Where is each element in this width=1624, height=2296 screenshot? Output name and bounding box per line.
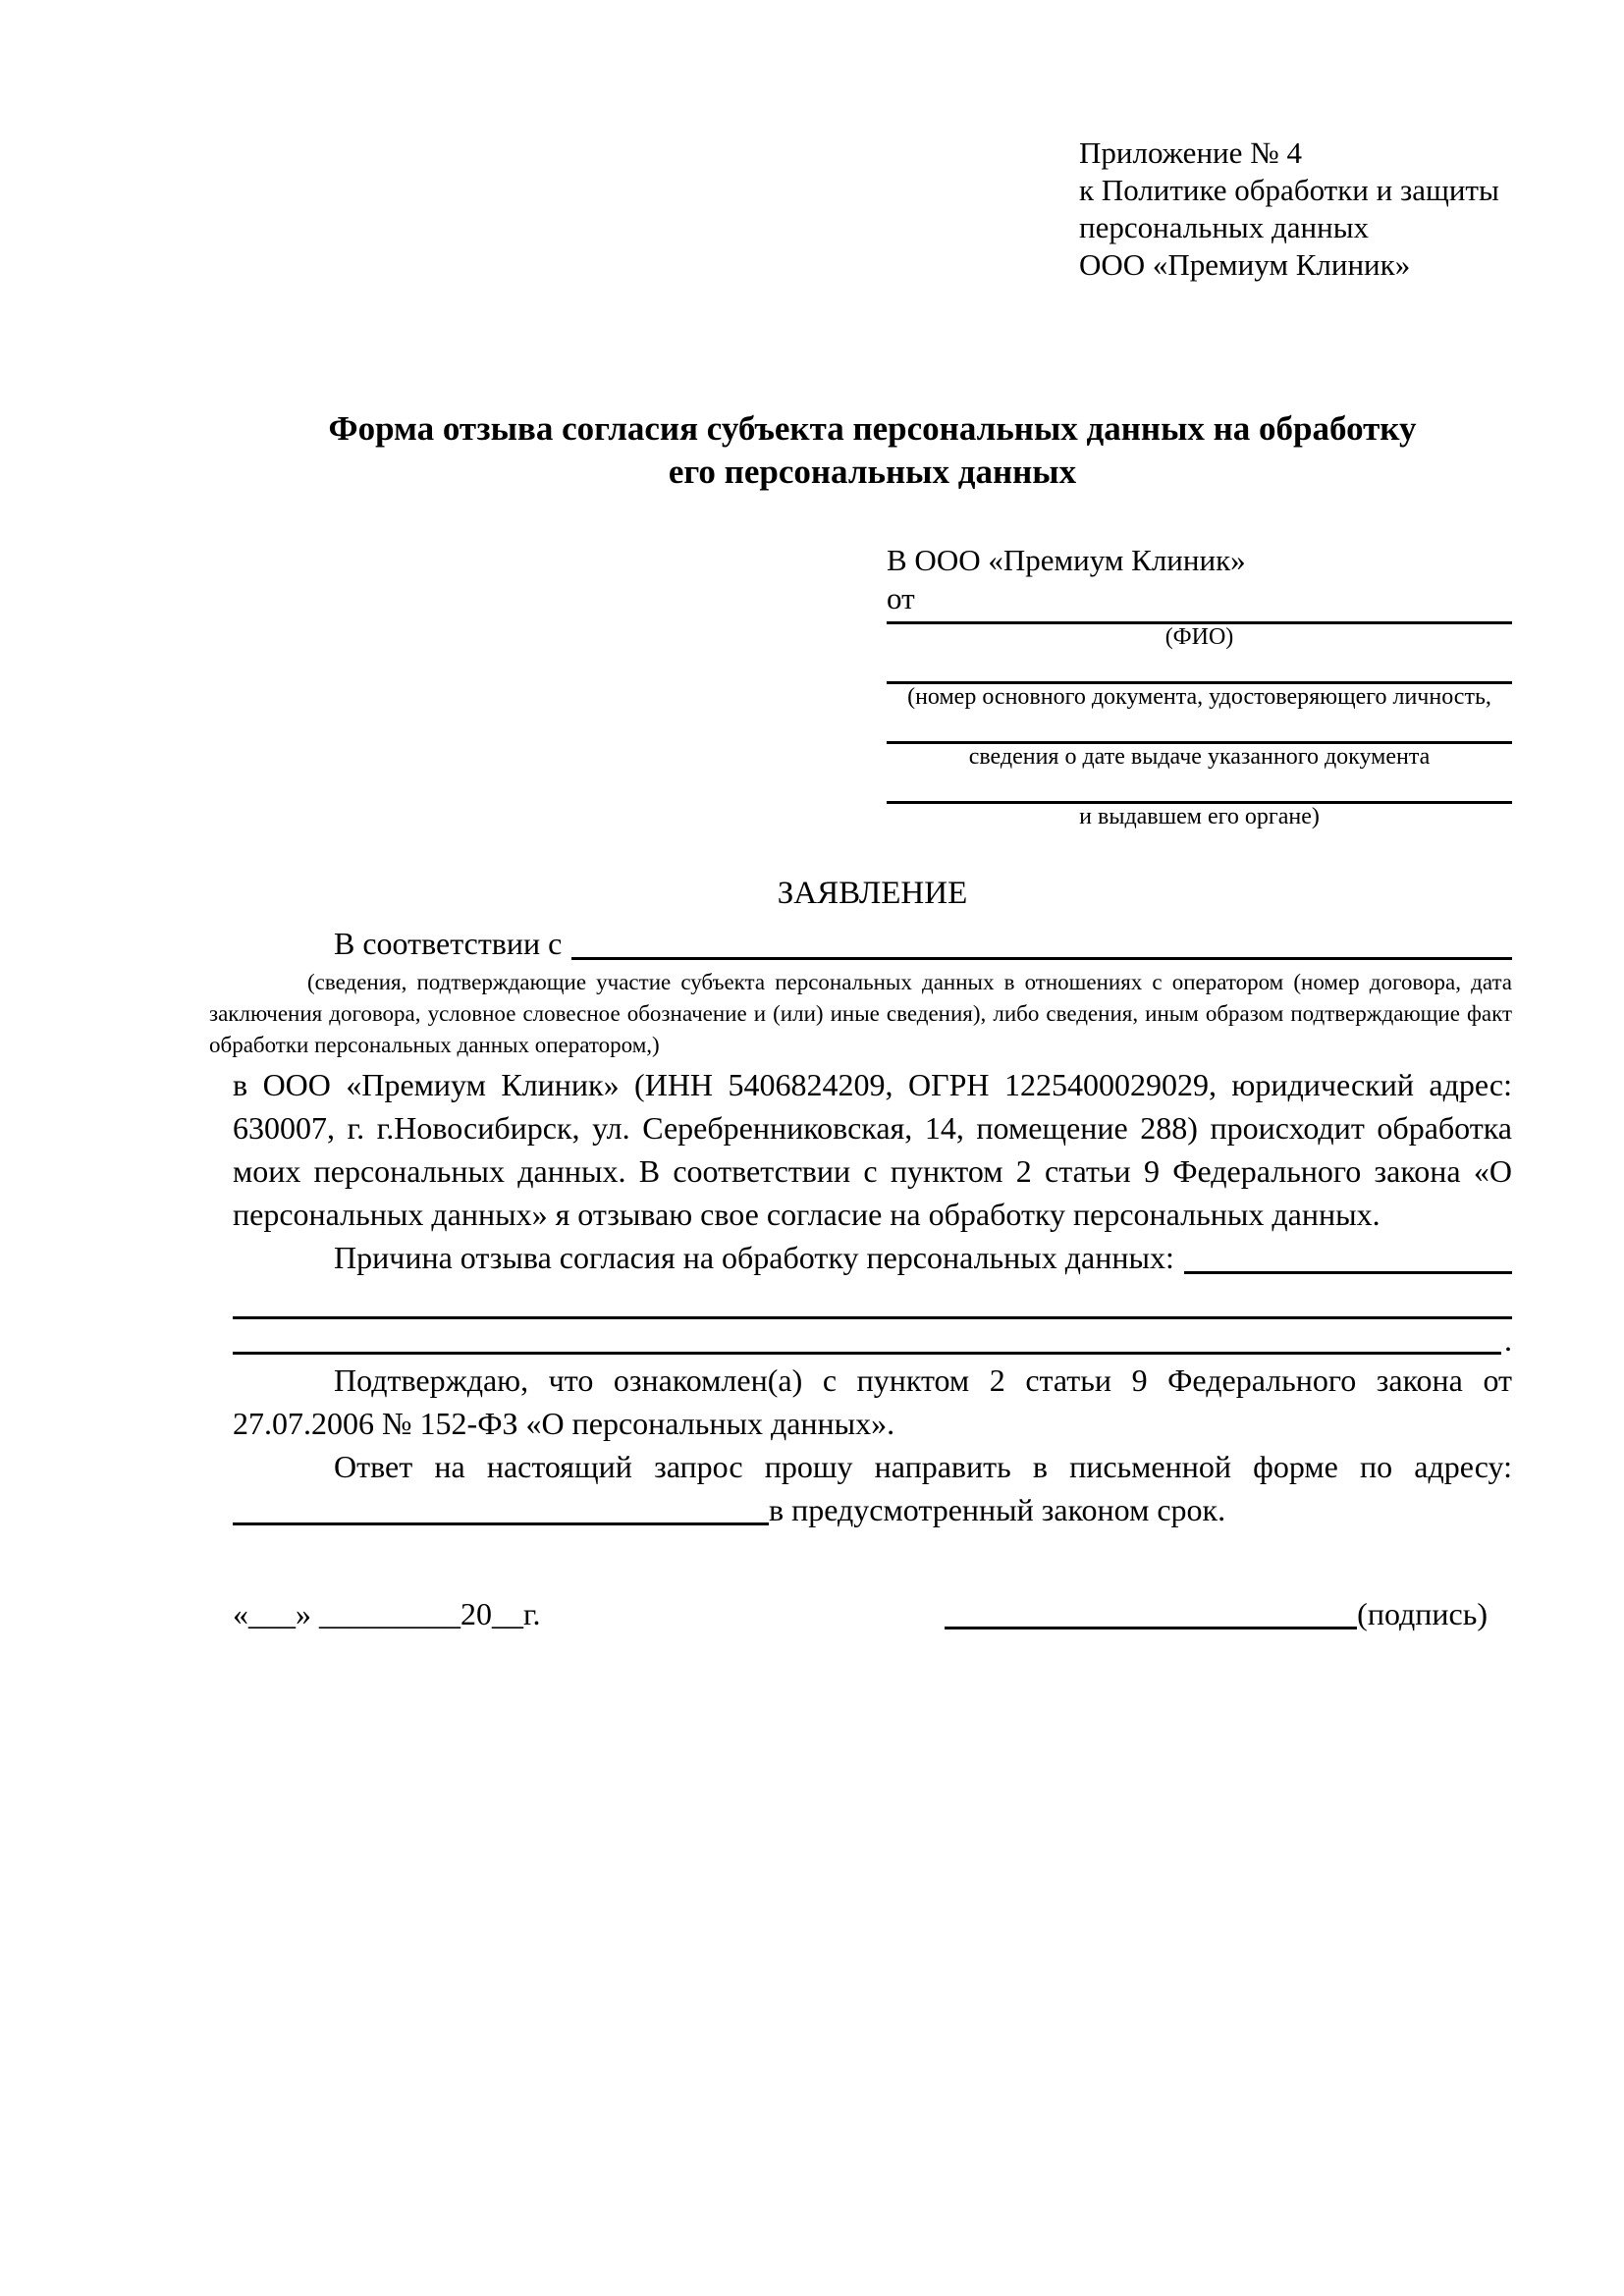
doc-issuer-blank-line bbox=[887, 797, 1512, 804]
lead-line bbox=[233, 922, 1512, 965]
addressee-block bbox=[887, 541, 1512, 829]
doc-number-caption: (номер основного документа, удостоверяющего личность, bbox=[907, 684, 1491, 710]
doc-number-blank-line bbox=[887, 677, 1512, 684]
doc-date-blank-line bbox=[887, 737, 1512, 744]
appendix-line: ООО «Премиум Клиник» bbox=[1079, 247, 1411, 282]
address-blank-line bbox=[233, 1522, 769, 1525]
appendix-line: персональных данных bbox=[1079, 210, 1370, 244]
reason-blank-line-2-row bbox=[233, 1319, 1512, 1358]
doc-number-field bbox=[887, 677, 1512, 710]
doc-issuer-field bbox=[887, 797, 1512, 829]
fio-caption: (ФИО) bbox=[1164, 624, 1234, 650]
doc-date-field bbox=[887, 737, 1512, 770]
doc-date-caption: сведения о дате выдаче указанного документа bbox=[968, 744, 1431, 770]
reason-label: Причина отзыва согласия на обработку персональных данных: bbox=[334, 1240, 1174, 1275]
period-mark: . bbox=[1504, 1322, 1512, 1358]
document-title-line-2: его персональных данных bbox=[668, 453, 1077, 491]
signature-group bbox=[945, 1592, 1488, 1635]
signature-caption: (подпись) bbox=[1357, 1596, 1488, 1631]
appendix-line: Приложение № 4 bbox=[1079, 135, 1302, 170]
body-paragraph: в ООО «Премиум Клиник» (ИНН 5406824209, ОГРН 1225400029029, юридический адрес: 630007, г. г.Новосибирск, ул. Серебренниковская, 14, помещение 288) происходит обработка моих персональных данных. В соответствии с пунктом 2 статьи 9 Федерального закона «О персональных данных» я отзываю свое согласие на обработку персональных данных. bbox=[233, 1067, 1512, 1232]
confirm-paragraph: Подтверждаю, что ознакомлен(а) с пунктом 2 статьи 9 Федерального закона от 27.07.2006 № 152-ФЗ «О персональных данных». bbox=[233, 1362, 1512, 1441]
lead-text: В соответствии с bbox=[334, 926, 563, 961]
addressee-to: В ООО «Премиум Клиник» bbox=[887, 543, 1246, 577]
statement-heading: ЗАЯВЛЕНИЕ bbox=[777, 876, 968, 911]
reason-blank-line bbox=[1184, 1271, 1512, 1274]
date-line: «___» _________20__г. bbox=[233, 1596, 541, 1631]
document-title bbox=[233, 407, 1512, 494]
document-title-line-1: Форма отзыва согласия субъекта персональных данных на обработку bbox=[328, 409, 1417, 448]
fio-field bbox=[887, 617, 1512, 650]
response-line-1: Ответ на настоящий запрос прошу направить в письменной форме по адресу: bbox=[334, 1449, 1512, 1484]
appendix-block bbox=[1079, 134, 1512, 284]
response-line-2: в предусмотренный законом срок. bbox=[769, 1492, 1226, 1527]
lead-blank-line bbox=[571, 957, 1512, 960]
fio-blank-line bbox=[887, 617, 1512, 624]
date-signature-row bbox=[233, 1592, 1512, 1635]
response-line-2-row bbox=[233, 1488, 1512, 1531]
reason-blank-line-1 bbox=[233, 1279, 1512, 1319]
reason-blank-line-2 bbox=[233, 1352, 1501, 1355]
fine-print-note: (сведения, подтверждающие участие субъекта персональных данных в отношениях с оператором (номер договора, дата заключения договора, условное словесное обозначение и (или) иные сведения), либо сведения, иным образом подтверждающие факт обработки персональных данных оператором,) bbox=[209, 970, 1512, 1057]
doc-issuer-caption: и выдавшем его органе) bbox=[1079, 804, 1320, 829]
appendix-line: к Политике обработки и защиты bbox=[1079, 173, 1499, 207]
addressee-from-label: от bbox=[887, 581, 915, 615]
signature-blank-line bbox=[945, 1627, 1357, 1629]
reason-line bbox=[233, 1236, 1512, 1279]
